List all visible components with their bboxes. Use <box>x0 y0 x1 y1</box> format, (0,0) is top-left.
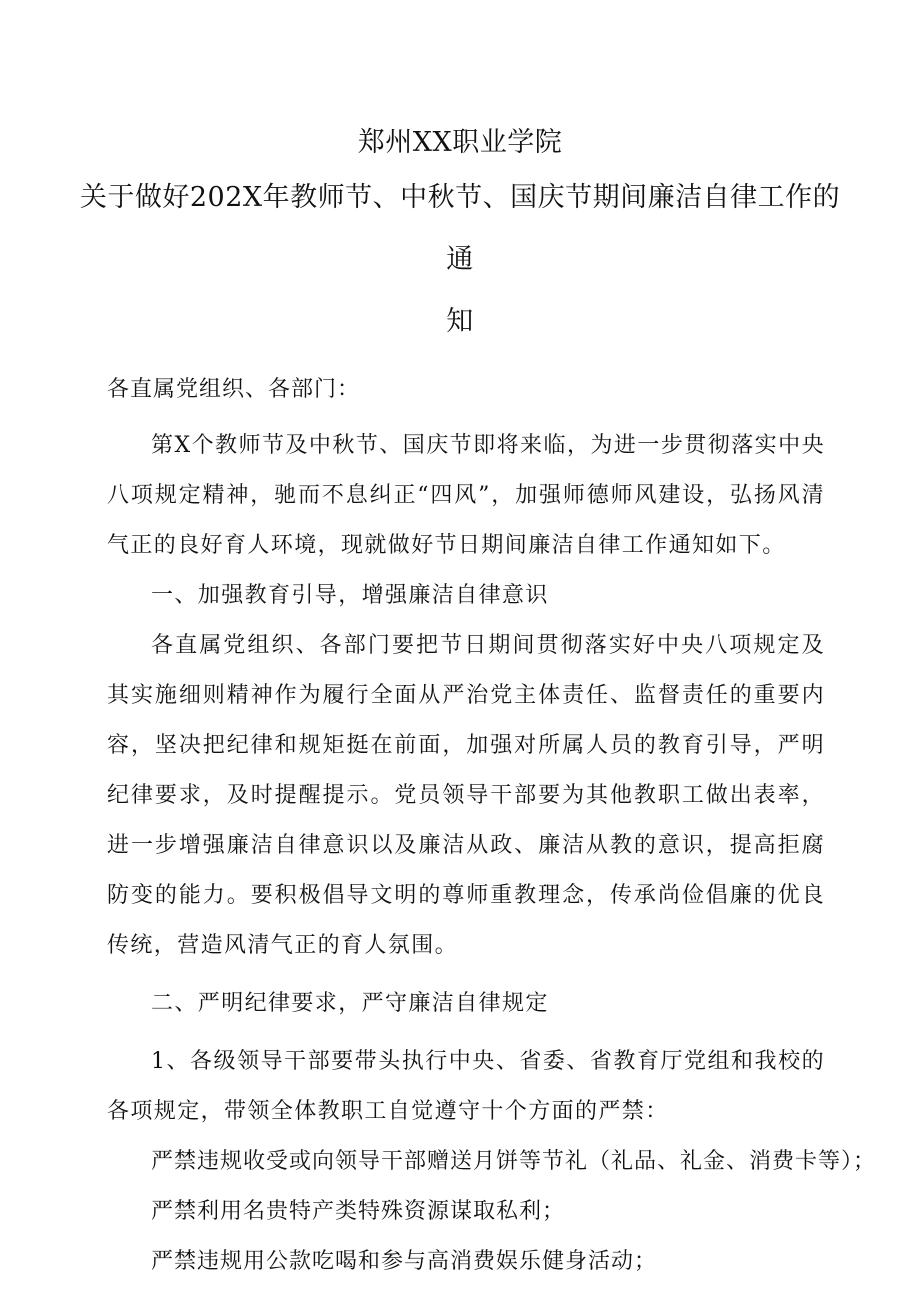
section-1-paragraph: 各直属党组织、各部门要把节日期间贯彻落实好中央八项规定及其实施细则精神作为履行全面从严治党主体责任、监督责任的重要内容，坚决把纪律和规矩挺在前面，加强对所属人员的教育引导，严明纪律要求，及时提醒提示。党员领导干部要为其他教职工做出表率，进一步增强廉洁自律意识以及廉洁从政、廉洁从教的意识，提高拒腐防变的能力。要积极倡导文明的尊师重教理念，传承尚俭倡廉的优良传统，营造风清气正的育人氛围。 <box>107 633 825 958</box>
title-line-tong: 通 <box>446 244 474 275</box>
prohibition-item: 严禁利用名贵特产类特殊资源谋取私利； <box>151 1199 566 1224</box>
title-line-subject: 关于做好202X年教师节、中秋节、国庆节期间廉洁自律工作的 <box>79 182 841 213</box>
prohibition-item: 严禁违规用公款吃喝和参与高消费娱乐健身活动； <box>151 1249 658 1274</box>
title-line-institution: 郑州XX职业学院 <box>357 127 563 158</box>
title-line-zhi: 知 <box>446 306 474 337</box>
section-heading-2: 二、严明纪律要求，严守廉洁自律规定 <box>151 991 549 1016</box>
document-body <box>107 365 877 1287</box>
salutation: 各直属党组织、各部门： <box>107 377 361 402</box>
document-title <box>0 118 920 353</box>
prohibition-item: 严禁违规收受或向领导干部赠送月饼等节礼（礼品、礼金、消费卡等）； <box>151 1149 877 1174</box>
section-2-item-1: 1、各级领导干部要带头执行中央、省委、省教育厅党组和我校的各项规定，带领全体教职工自觉遵守十个方面的严禁： <box>107 1049 825 1124</box>
intro-paragraph: 第X个教师节及中秋节、国庆节即将来临，为进一步贯彻落实中央八项规定精神，驰而不息纠正“四风”，加强师德师风建设，弘扬风清气正的良好育人环境，现就做好节日期间廉洁自律工作通知如下。 <box>107 433 825 558</box>
section-heading-1: 一、加强教育引导，增强廉洁自律意识 <box>151 583 549 608</box>
